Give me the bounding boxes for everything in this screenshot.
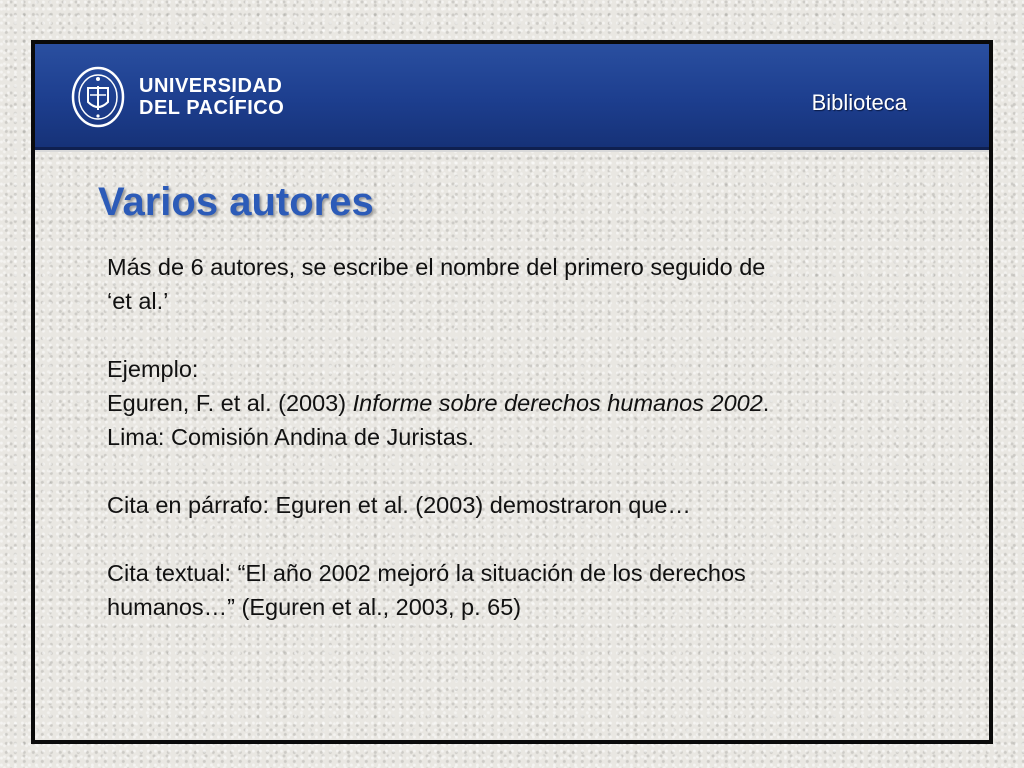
university-name-line2: DEL PACÍFICO xyxy=(139,97,285,119)
section-label: Biblioteca xyxy=(811,90,907,115)
example-reference-publisher: Lima: Comisión Andina de Juristas. xyxy=(107,424,475,450)
university-name-line1: UNIVERSIDAD xyxy=(139,75,283,97)
example-label: Ejemplo: xyxy=(107,356,199,382)
slide-title: Varios autores xyxy=(98,180,374,224)
spacer xyxy=(107,318,937,352)
header-divider xyxy=(35,150,989,152)
example-reference-title: Informe sobre derechos humanos 2002 xyxy=(352,390,763,416)
example-reference xyxy=(107,386,937,420)
spacer xyxy=(107,522,937,556)
example-reference-authors: Eguren, F. et al. (2003) xyxy=(107,390,353,416)
textual-citation-line-1: Cita textual: “El año 2002 mejoró la situación de los derechos xyxy=(107,560,746,586)
spacer xyxy=(107,454,937,488)
university-logo xyxy=(71,66,284,128)
paragraph-citation: Cita en párrafo: Eguren et al. (2003) demostraron que… xyxy=(107,492,691,518)
university-seal-icon xyxy=(71,66,125,128)
textual-citation-line-2: humanos…” (Eguren et al., 2003, p. 65) xyxy=(107,594,522,620)
intro-line-2: ‘et al.’ xyxy=(107,288,169,314)
header-bar xyxy=(35,44,989,150)
university-name xyxy=(139,75,284,119)
intro-line-1: Más de 6 autores, se escribe el nombre del primero seguido de xyxy=(107,254,766,280)
slide-frame xyxy=(31,40,993,744)
example-reference-period: . xyxy=(762,390,770,416)
slide-body xyxy=(107,250,937,624)
